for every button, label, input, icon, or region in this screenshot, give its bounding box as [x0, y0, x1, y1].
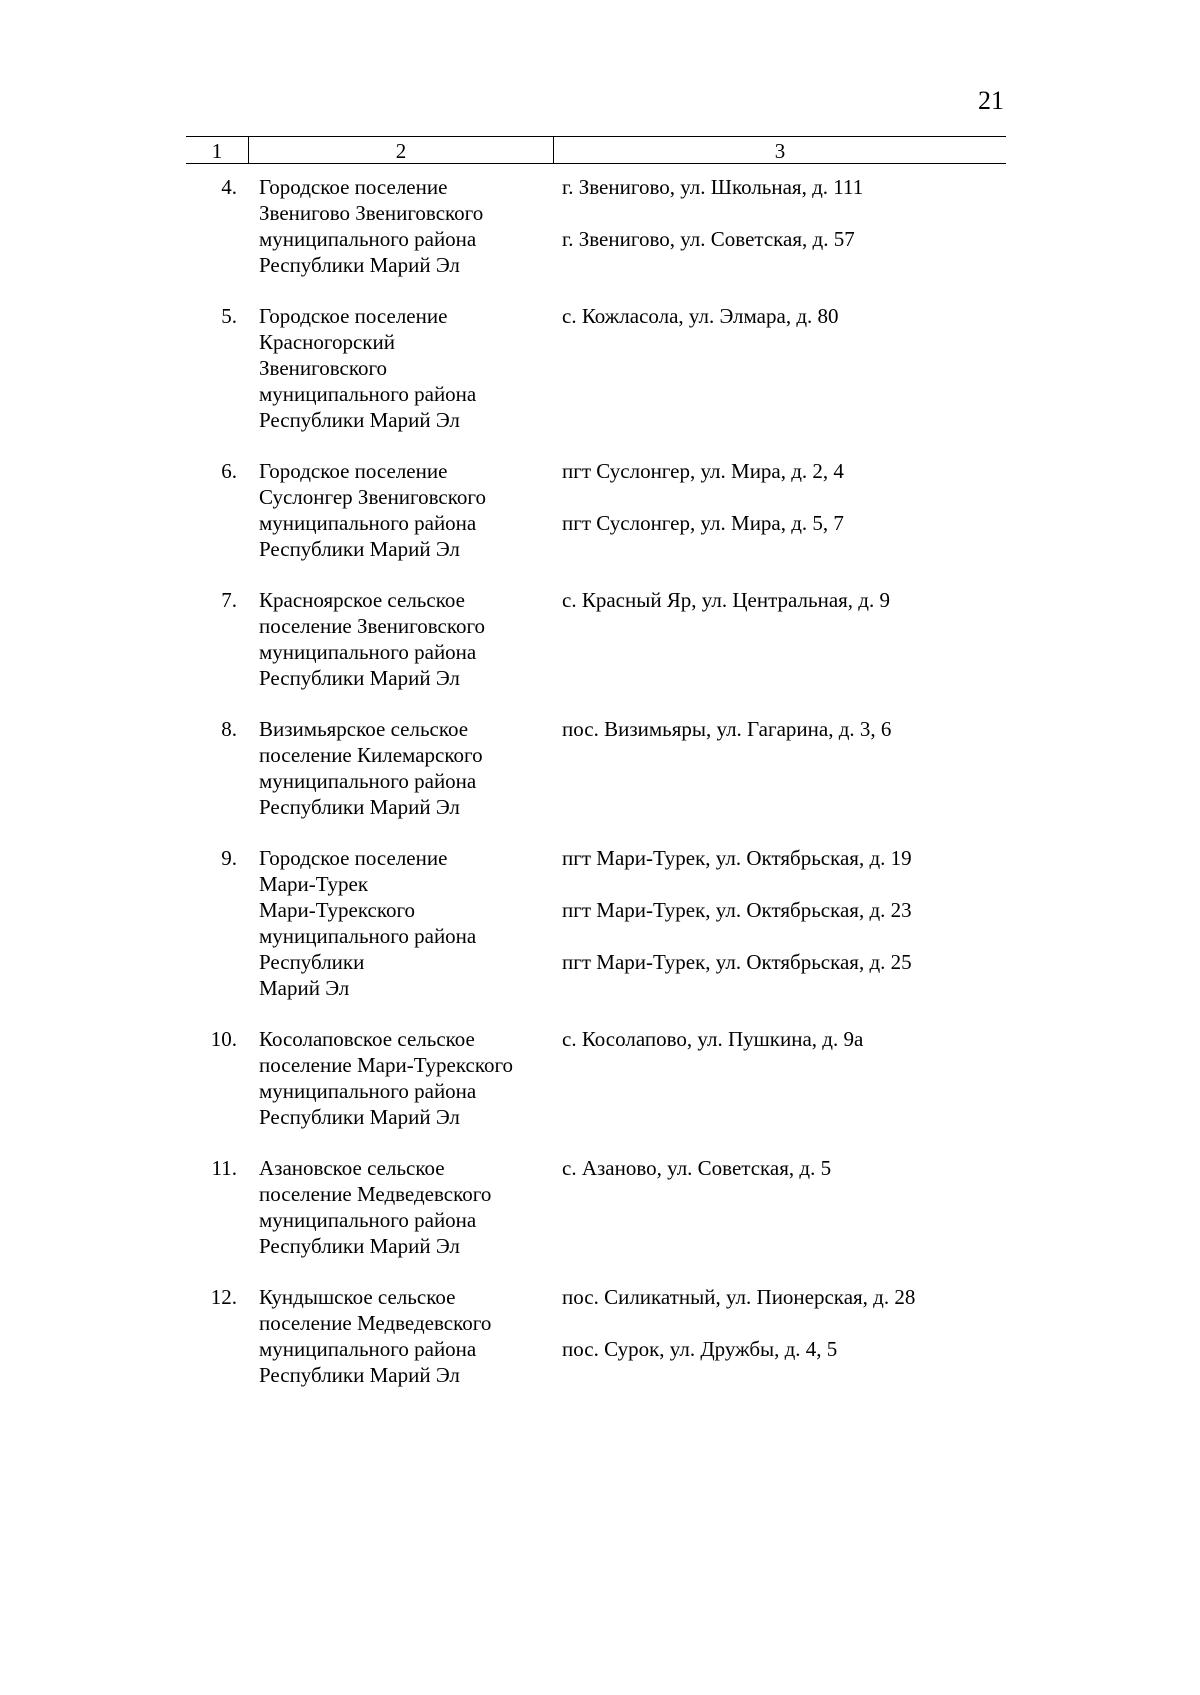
address-spacer	[562, 484, 1006, 510]
table-body	[186, 174, 1006, 1413]
address: пгт Мари-Турек, ул. Октябрьская, д. 19	[562, 846, 912, 870]
settlement-name-line: муниципального района	[259, 511, 477, 535]
address: пгт Мари-Турек, ул. Октябрьская, д. 25	[562, 950, 912, 974]
settlement-name-line: Городское поселение	[259, 459, 448, 483]
table-row	[186, 1284, 1006, 1388]
settlement-name-line: Суслонгер Звениговского	[259, 485, 486, 509]
settlement-name-line: Городское поселение	[259, 175, 448, 199]
settlement-name-line: Республики Марий Эл	[259, 1105, 460, 1129]
address-list	[552, 303, 1006, 433]
address-list	[552, 587, 1006, 691]
row-number: 6.	[221, 459, 237, 483]
page-number: 21	[978, 86, 1004, 115]
settlement-name	[248, 1026, 552, 1130]
address: пос. Силикатный, ул. Пионерская, д. 28	[562, 1285, 916, 1309]
settlement-name-line: Городское поселение	[259, 304, 448, 328]
settlement-name-line: муниципального района	[259, 227, 477, 251]
row-number: 5.	[221, 304, 237, 328]
table-row	[186, 587, 1006, 691]
table-row	[186, 1026, 1006, 1130]
address-list	[552, 1284, 1006, 1388]
settlement-name-line: Республики Марий Эл	[259, 253, 460, 277]
settlement-name-line: муниципального района	[259, 1079, 477, 1103]
settlement-name-line: муниципального района	[259, 1337, 477, 1361]
settlement-name-line: Азановское сельское	[259, 1156, 445, 1180]
settlement-name-line: Республики Марий Эл	[259, 795, 460, 819]
row-number: 9.	[221, 846, 237, 870]
address-list	[552, 1026, 1006, 1130]
settlement-name-line: Кундышское сельское	[259, 1285, 456, 1309]
header-col-3: 3	[774, 139, 786, 163]
address: с. Азаново, ул. Советская, д. 5	[562, 1156, 832, 1180]
settlement-name	[248, 1284, 552, 1388]
table-row	[186, 174, 1006, 278]
settlement-name-line: Республики Марий Эл	[259, 408, 460, 432]
settlement-name-line: Звенигово Звениговского	[259, 201, 484, 225]
settlement-name-line: муниципального района	[259, 382, 477, 406]
address-spacer	[562, 923, 1006, 949]
table-row	[186, 845, 1006, 1001]
address: г. Звенигово, ул. Советская, д. 57	[562, 227, 855, 251]
settlement-name-line: Красногорский	[259, 330, 395, 354]
settlement-name-line: муниципального района	[259, 924, 477, 948]
settlement-name-line: поселение Звениговского	[259, 614, 486, 638]
header-col-2: 2	[249, 137, 554, 163]
settlement-name-line: поселение Мари-Турекского	[259, 1053, 514, 1077]
address-list	[552, 174, 1006, 278]
table-header	[186, 136, 1006, 164]
settlement-name-line: Марий Эл	[259, 976, 350, 1000]
settlement-name	[248, 458, 552, 562]
settlement-name-line: Мари-Турек	[259, 872, 369, 896]
row-number: 11.	[211, 1156, 237, 1180]
settlement-name-line: поселение Медведевского	[259, 1182, 492, 1206]
table-row	[186, 716, 1006, 820]
settlement-name-line: муниципального района	[259, 769, 477, 793]
settlement-name-line: Республики Марий Эл	[259, 666, 460, 690]
table-row	[186, 303, 1006, 433]
settlement-name	[248, 845, 552, 1001]
settlement-name	[248, 716, 552, 820]
settlement-name-line: муниципального района	[259, 640, 477, 664]
row-number: 4.	[221, 175, 237, 199]
address-list	[552, 458, 1006, 562]
settlement-name	[248, 303, 552, 433]
settlement-name-line: Республики	[259, 950, 365, 974]
address-spacer	[562, 871, 1006, 897]
address-list	[552, 716, 1006, 820]
settlement-name-line: Визимьярское сельское	[259, 717, 469, 741]
address: пгт Суслонгер, ул. Мира, д. 2, 4	[562, 459, 844, 483]
settlement-name-line: Звениговского	[259, 356, 388, 380]
address-spacer	[562, 200, 1006, 226]
settlement-name-line: муниципального района	[259, 1208, 477, 1232]
settlement-name-line: Мари-Турекского	[259, 898, 416, 922]
address: пгт Мари-Турек, ул. Октябрьская, д. 23	[562, 898, 912, 922]
settlement-name-line: Республики Марий Эл	[259, 1363, 460, 1387]
row-number: 7.	[221, 588, 237, 612]
address-list	[552, 845, 1006, 1001]
settlement-name-line: Республики Марий Эл	[259, 1234, 460, 1258]
address: пос. Визимьяры, ул. Гагарина, д. 3, 6	[562, 717, 892, 741]
row-number: 12.	[210, 1285, 237, 1309]
address-list	[552, 1155, 1006, 1259]
table-row	[186, 458, 1006, 562]
settlement-name-line: Косолаповское сельское	[259, 1027, 475, 1051]
settlement-name-line: Республики Марий Эл	[259, 537, 460, 561]
address: пгт Суслонгер, ул. Мира, д. 5, 7	[562, 511, 844, 535]
settlement-name-line: поселение Килемарского	[259, 743, 483, 767]
settlement-name-line: Городское поселение	[259, 846, 448, 870]
address: пос. Сурок, ул. Дружбы, д. 4, 5	[562, 1337, 838, 1361]
row-number: 10.	[210, 1027, 237, 1051]
address: с. Косолапово, ул. Пушкина, д. 9а	[562, 1027, 864, 1051]
address: г. Звенигово, ул. Школьная, д. 111	[562, 175, 864, 199]
address: с. Красный Яр, ул. Центральная, д. 9	[562, 588, 890, 612]
settlement-name-line: Красноярское сельское	[259, 588, 465, 612]
address: с. Кожласола, ул. Элмара, д. 80	[562, 304, 839, 328]
row-number: 8.	[221, 717, 237, 741]
header-col-1: 1	[186, 137, 249, 163]
address-spacer	[562, 1310, 1006, 1336]
settlement-name	[248, 587, 552, 691]
settlement-name-line: поселение Медведевского	[259, 1311, 492, 1335]
settlement-name	[248, 174, 552, 278]
table-row	[186, 1155, 1006, 1259]
settlement-name	[248, 1155, 552, 1259]
